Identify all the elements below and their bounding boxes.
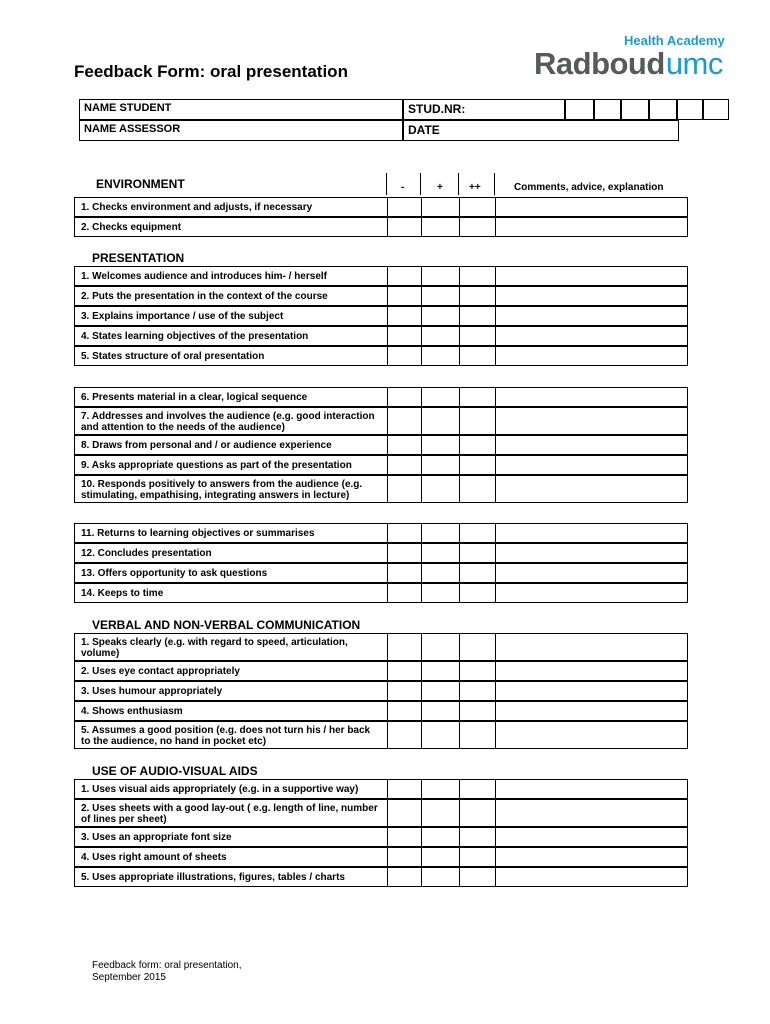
criteria-row [74,346,688,366]
stud-nr-digit-box[interactable] [565,99,594,120]
rating-plusplus-cell[interactable] [459,347,495,365]
rating-minus-cell[interactable] [387,267,421,285]
rating-plusplus-cell[interactable] [459,682,495,700]
criteria-label: 2. Checks equipment [81,221,182,233]
rating-minus-cell[interactable] [387,682,421,700]
comments-cell[interactable] [495,584,686,602]
rating-plusplus-cell[interactable] [459,327,495,345]
criteria-row [74,455,688,475]
rating-plusplus-cell[interactable] [459,662,495,680]
criteria-label: 5. Assumes a good position (e.g. does not turn his / her back to the audience, no hand in pocket etc) [81,725,371,747]
rating-plusplus-cell[interactable] [459,564,495,582]
rating-plus-cell[interactable] [421,267,459,285]
rating-plusplus-cell[interactable] [459,868,495,886]
rating-plus-cell[interactable] [421,780,459,798]
criteria-label: 1. Checks environment and adjusts, if necessary [81,201,313,213]
criteria-label: 7. Addresses and involves the audience (e.g. good interaction and attention to the needs of the audience) [81,411,375,433]
criteria-label: 6. Presents material in a clear, logical sequence [81,391,308,403]
criteria-label: 4. Shows enthusiasm [81,705,183,717]
rating-minus-cell[interactable] [387,388,421,406]
rating-minus-cell[interactable] [387,828,421,846]
name-assessor-label: NAME ASSESSOR [84,123,181,135]
rating-plusplus-cell[interactable] [459,800,495,826]
rating-plus-cell[interactable] [421,327,459,345]
comments-cell[interactable] [495,722,686,748]
rating-minus-cell[interactable] [387,524,421,542]
criteria-label: 4. Uses right amount of sheets [81,851,227,863]
rating-plusplus-cell[interactable] [459,408,495,434]
criteria-label: 1. Speaks clearly (e.g. with regard to speed, articulation, volume) [81,637,348,659]
rating-plusplus-cell[interactable] [459,702,495,720]
rating-minus-cell[interactable] [387,780,421,798]
criteria-row [74,197,688,217]
rating-plus-cell[interactable] [421,682,459,700]
rating-plus-cell[interactable] [421,662,459,680]
criteria-label: 10. Responds positively to answers from the audience (e.g. stimulating, empathising, integrating answers in lecture) [81,479,363,501]
criteria-row [74,217,688,237]
rating-plusplus-cell[interactable] [459,307,495,325]
rating-plusplus-cell[interactable] [459,388,495,406]
comments-cell[interactable] [495,327,686,345]
rating-minus-cell[interactable] [387,584,421,602]
rating-plus-cell[interactable] [421,307,459,325]
comments-cell[interactable] [495,564,686,582]
rating-plusplus-cell[interactable] [459,722,495,748]
stud-nr-label: STUD.NR: [408,102,466,116]
comments-cell[interactable] [495,524,686,542]
criteria-row [74,701,688,721]
rating-plus-cell[interactable] [421,800,459,826]
rating-plus-cell[interactable] [421,848,459,866]
stud-nr-field[interactable] [403,99,565,120]
criteria-label: 11. Returns to learning objectives or summarises [81,527,315,539]
page-title: Feedback Form: oral presentation [74,62,348,81]
rating-plus-cell[interactable] [421,218,459,236]
comments-cell[interactable] [495,218,686,236]
rating-minus-cell[interactable] [387,564,421,582]
comments-cell[interactable] [495,780,686,798]
criteria-row [74,286,688,306]
rating-plus-cell[interactable] [421,198,459,216]
rating-minus-cell[interactable] [387,327,421,345]
section-audiovisual-heading: USE OF AUDIO-VISUAL AIDS [92,764,258,778]
rating-plus-cell[interactable] [421,436,459,454]
rating-plusplus-cell[interactable] [459,287,495,305]
criteria-row [74,583,688,603]
rating-minus-cell[interactable] [387,800,421,826]
criteria-label: 12. Concludes presentation [81,547,212,559]
criteria-label: 2. Puts the presentation in the context of the course [81,290,328,302]
rating-plusplus-cell[interactable] [459,634,495,660]
rating-minus-cell[interactable] [387,662,421,680]
student-info-box [79,99,679,141]
criteria-label: 3. Uses humour appropriately [81,685,223,697]
rating-plusplus-cell[interactable] [459,524,495,542]
criteria-row [74,661,688,681]
comments-cell[interactable] [495,682,686,700]
rating-plus-cell[interactable] [421,524,459,542]
criteria-label: 1. Welcomes audience and introduces him- / herself [81,270,327,282]
rating-plusplus-cell[interactable] [459,436,495,454]
criteria-row [74,633,688,661]
stud-nr-digit-box[interactable] [621,99,649,120]
rating-plusplus-cell[interactable] [459,584,495,602]
comments-cell[interactable] [495,408,686,434]
criteria-row [74,266,688,286]
rating-plus-cell[interactable] [421,584,459,602]
criteria-label: 3. Explains importance / use of the subject [81,310,284,322]
rating-minus-cell[interactable] [387,702,421,720]
rating-plusplus-cell[interactable] [459,198,495,216]
criteria-label: 2. Uses sheets with a good lay-out ( e.g. length of line, number of lines per sheet) [81,803,378,825]
criteria-row [74,306,688,326]
column-comments-header: Comments, advice, explanation [514,182,664,193]
criteria-label: 1. Uses visual aids appropriately (e.g. in a supportive way) [81,783,359,795]
rating-plus-cell[interactable] [421,476,459,502]
criteria-row [74,435,688,455]
stud-nr-digit-box[interactable] [649,99,677,120]
criteria-row [74,543,688,563]
rating-plus-cell[interactable] [421,408,459,434]
criteria-label: 5. Uses appropriate illustrations, figures, tables / charts [81,871,345,883]
rating-plus-cell[interactable] [421,564,459,582]
rating-minus-cell[interactable] [387,198,421,216]
column-plusplus-header: ++ [469,182,481,193]
name-student-label: NAME STUDENT [84,102,172,114]
rating-minus-cell[interactable] [387,634,421,660]
criteria-row [74,326,688,346]
criteria-row [74,387,688,407]
rating-plus-cell[interactable] [421,456,459,474]
comments-cell[interactable] [495,287,686,305]
rating-plus-cell[interactable] [421,722,459,748]
column-plus-header: + [437,182,443,193]
rating-plusplus-cell[interactable] [459,848,495,866]
criteria-row [74,847,688,867]
rating-plusplus-cell[interactable] [459,780,495,798]
criteria-row [74,721,688,749]
criteria-row [74,681,688,701]
rating-minus-cell[interactable] [387,848,421,866]
stud-nr-digit-box[interactable] [703,99,729,120]
logo-radboud-text: Radboud [534,46,665,81]
rating-minus-cell[interactable] [387,287,421,305]
rating-plus-cell[interactable] [421,388,459,406]
comments-cell[interactable] [495,828,686,846]
criteria-row [74,779,688,799]
rating-minus-cell[interactable] [387,544,421,562]
comments-cell[interactable] [495,307,686,325]
column-header-divider [386,173,688,195]
criteria-label: 13. Offers opportunity to ask questions [81,567,268,579]
comments-cell[interactable] [495,388,686,406]
logo-health-academy: Health Academy [624,33,725,48]
footer-line-1: Feedback form: oral presentation, [92,960,242,971]
comments-cell[interactable] [495,662,686,680]
footer [92,960,242,984]
section-presentation-heading: PRESENTATION [92,251,185,265]
criteria-row [74,867,688,887]
rating-plus-cell[interactable] [421,634,459,660]
footer-line-2: September 2015 [92,972,166,983]
criteria-row [74,563,688,583]
rating-minus-cell[interactable] [387,868,421,886]
comments-cell[interactable] [495,347,686,365]
rating-minus-cell[interactable] [387,408,421,434]
rating-plus-cell[interactable] [421,544,459,562]
rating-minus-cell[interactable] [387,347,421,365]
stud-nr-digit-box[interactable] [677,99,703,120]
comments-cell[interactable] [495,436,686,454]
rating-plus-cell[interactable] [421,347,459,365]
criteria-label: 4. States learning objectives of the presentation [81,330,309,342]
criteria-label: 9. Asks appropriate questions as part of the presentation [81,459,352,471]
rating-plus-cell[interactable] [421,702,459,720]
column-minus-header: - [401,182,405,193]
rating-minus-cell[interactable] [387,476,421,502]
rating-plus-cell[interactable] [421,828,459,846]
date-label: DATE [408,123,440,137]
rating-plus-cell[interactable] [421,287,459,305]
name-student-field[interactable] [79,99,403,120]
section-verbal-heading: VERBAL AND NON-VERBAL COMMUNICATION [92,618,361,632]
rating-minus-cell[interactable] [387,456,421,474]
criteria-label: 14. Keeps to time [81,587,164,599]
comments-cell[interactable] [495,702,686,720]
logo-radboudumc [534,46,723,82]
rating-minus-cell[interactable] [387,218,421,236]
criteria-row [74,407,688,435]
comments-cell[interactable] [495,634,686,660]
name-assessor-field[interactable] [79,120,403,141]
rating-plusplus-cell[interactable] [459,828,495,846]
comments-cell[interactable] [495,544,686,562]
criteria-row [74,523,688,543]
criteria-label: 2. Uses eye contact appropriately [81,665,240,677]
rating-plusplus-cell[interactable] [459,456,495,474]
date-field[interactable] [403,120,679,141]
comments-cell[interactable] [495,267,686,285]
comments-cell[interactable] [495,456,686,474]
rating-plusplus-cell[interactable] [459,218,495,236]
criteria-row [74,799,688,827]
criteria-row [74,475,688,503]
comments-cell[interactable] [495,848,686,866]
logo-umc-text: umc [665,46,723,81]
comments-cell[interactable] [495,868,686,886]
rating-plusplus-cell[interactable] [459,476,495,502]
rating-minus-cell[interactable] [387,722,421,748]
criteria-label: 8. Draws from personal and / or audience experience [81,439,332,451]
rating-minus-cell[interactable] [387,307,421,325]
section-environment-heading: ENVIRONMENT [96,177,185,191]
rating-plusplus-cell[interactable] [459,544,495,562]
criteria-label: 3. Uses an appropriate font size [81,831,232,843]
comments-cell[interactable] [495,198,686,216]
stud-nr-digit-box[interactable] [594,99,621,120]
criteria-row [74,827,688,847]
criteria-label: 5. States structure of oral presentation [81,350,265,362]
rating-plusplus-cell[interactable] [459,267,495,285]
comments-cell[interactable] [495,800,686,826]
rating-plus-cell[interactable] [421,868,459,886]
rating-minus-cell[interactable] [387,436,421,454]
comments-cell[interactable] [495,476,686,502]
